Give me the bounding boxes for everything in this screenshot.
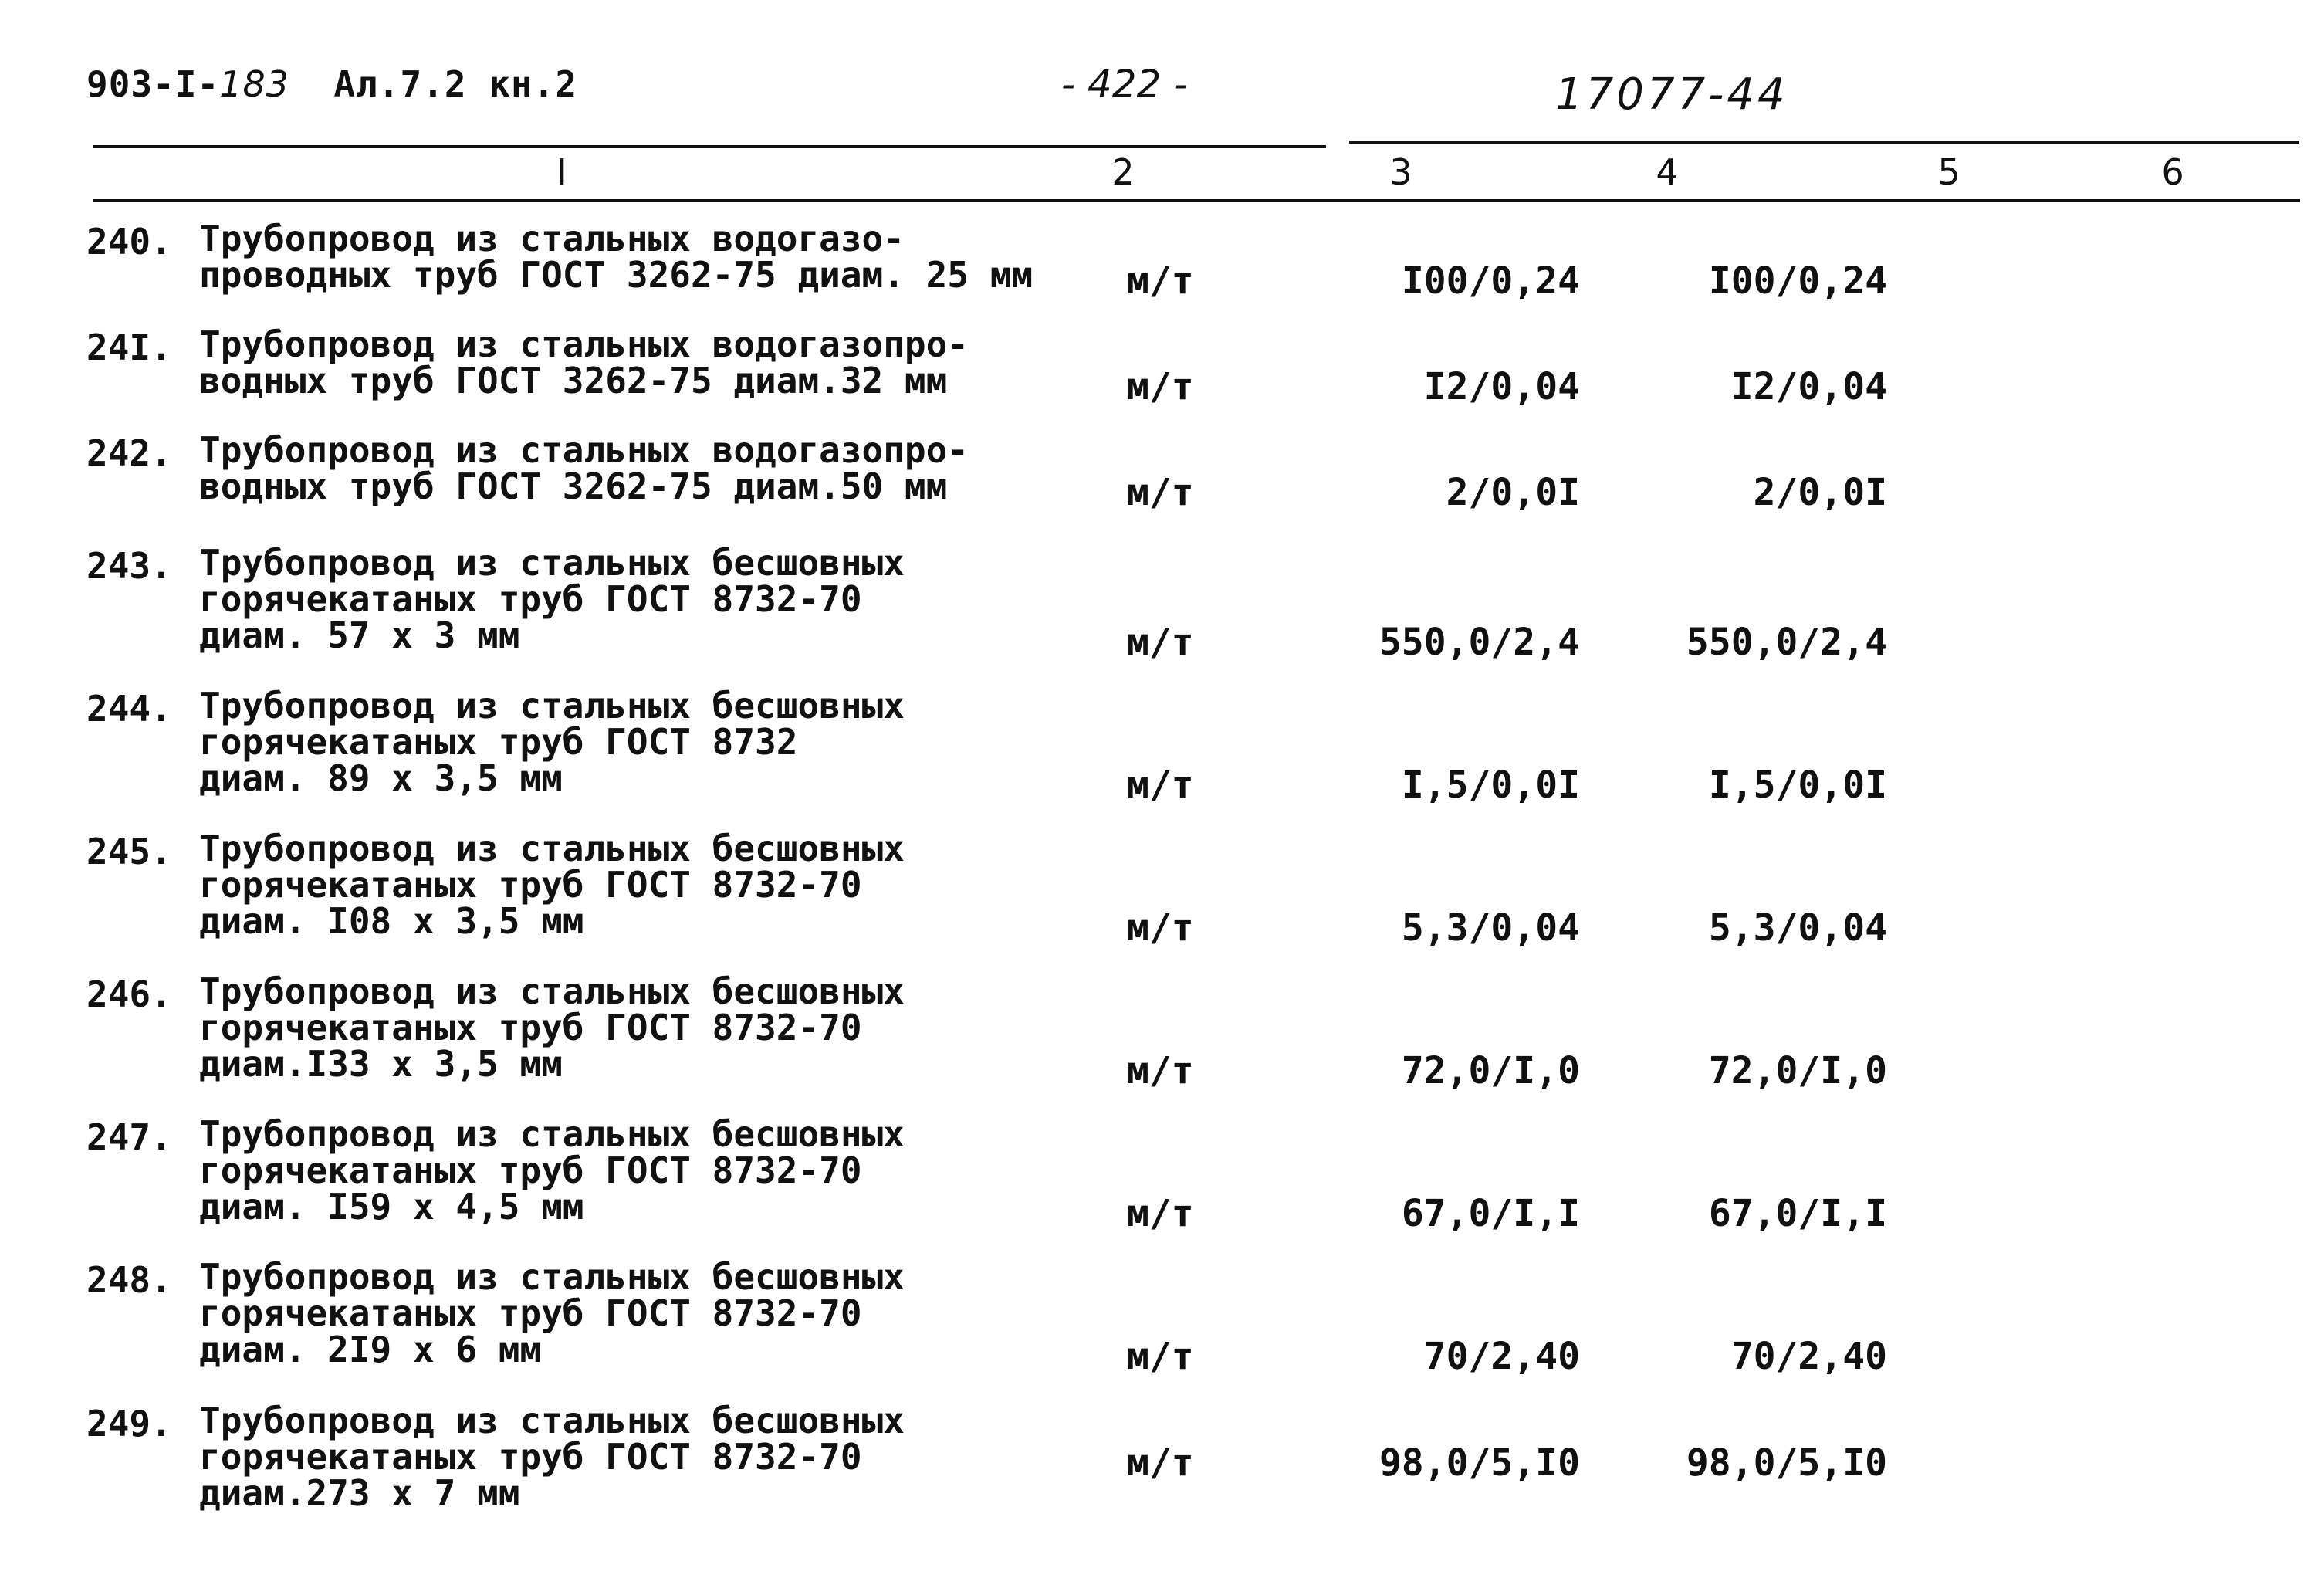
document-code-prefix: 903-I- — [86, 63, 220, 105]
row-description-line: горячекатаных труб ГОСТ 8732-70 — [199, 1150, 862, 1191]
row-value-col3: 67,0/I,I — [1401, 1192, 1580, 1235]
row-number: 246. — [86, 974, 172, 1015]
column-header-3: 3 — [1389, 151, 1412, 193]
row-value-col4: I2/0,04 — [1730, 365, 1887, 408]
row-description-line: Трубопровод из стальных бесшовных — [199, 970, 905, 1012]
row-value-col4: 72,0/I,0 — [1708, 1049, 1887, 1092]
row-value-col4: 2/0,0I — [1753, 471, 1887, 514]
row-description-line: водных труб ГОСТ 3262-75 диам.50 мм — [199, 466, 948, 507]
row-description — [199, 685, 1164, 799]
row-value-col4: 550,0/2,4 — [1686, 621, 1887, 664]
row-description-line: диам. 89 х 3,5 мм — [199, 757, 563, 799]
row-number: 240. — [86, 221, 172, 262]
row-unit: м/т — [1127, 471, 1194, 514]
row-unit: м/т — [1127, 1335, 1194, 1378]
row-number: 247. — [86, 1116, 172, 1158]
row-description — [199, 542, 1164, 656]
document-code-handwritten: 183 — [219, 63, 289, 105]
row-value-col4: 70/2,40 — [1730, 1335, 1887, 1378]
row-unit: м/т — [1127, 1192, 1194, 1235]
row-description-line: водных труб ГОСТ 3262-75 диам.32 мм — [199, 360, 948, 401]
row-description-line: диам. 2I9 х 6 мм — [199, 1329, 542, 1370]
row-description-line: проводных труб ГОСТ 3262-75 диам. 25 мм — [199, 254, 1033, 296]
column-header-1: I — [556, 151, 567, 193]
row-description-line: Трубопровод из стальных водогазопро- — [199, 429, 969, 471]
row-number: 245. — [86, 831, 172, 872]
row-value-col3: 98,0/5,I0 — [1379, 1441, 1580, 1485]
row-description-line: горячекатаных труб ГОСТ 8732-70 — [199, 578, 862, 620]
row-value-col3: 72,0/I,0 — [1401, 1049, 1580, 1092]
row-description — [199, 1400, 1164, 1514]
row-description-line: горячекатаных труб ГОСТ 8732-70 — [199, 1007, 862, 1048]
row-description-line: Трубопровод из стальных водогазопро- — [199, 323, 969, 365]
row-number: 24I. — [86, 327, 172, 368]
row-unit: м/т — [1127, 764, 1194, 807]
row-unit: м/т — [1127, 1049, 1194, 1092]
row-value-col3: 2/0,0I — [1446, 471, 1580, 514]
row-description-line: горячекатаных труб ГОСТ 8732-70 — [199, 864, 862, 906]
row-value-col3: 550,0/2,4 — [1379, 621, 1580, 664]
document-code-suffix: Ал.7.2 кн.2 — [333, 63, 578, 105]
row-description — [199, 970, 1164, 1085]
row-value-col3: I2/0,04 — [1423, 365, 1580, 408]
header-rule-left — [93, 145, 1326, 148]
row-value-col4: 5,3/0,04 — [1708, 906, 1887, 950]
row-number: 242. — [86, 432, 172, 474]
row-description-line: Трубопровод из стальных бесшовных — [199, 1400, 905, 1441]
row-description — [199, 323, 1164, 401]
row-value-col4: I,5/0,0I — [1708, 764, 1887, 807]
row-value-col3: I00/0,24 — [1401, 259, 1580, 303]
row-description-line: диам.I33 х 3,5 мм — [199, 1043, 563, 1085]
row-description-line: диам. I08 х 3,5 мм — [199, 900, 584, 942]
document-code — [86, 63, 577, 105]
row-description — [199, 1113, 1164, 1228]
row-unit: м/т — [1127, 259, 1194, 303]
row-value-col4: 67,0/I,I — [1708, 1192, 1887, 1235]
document-number: 17077-44 — [1555, 69, 1788, 120]
row-unit: м/т — [1127, 906, 1194, 950]
row-value-col4: I00/0,24 — [1708, 259, 1887, 303]
row-description-line: Трубопровод из стальных бесшовных — [199, 1113, 905, 1155]
column-header-rule — [93, 199, 2300, 202]
page-number: - 422 - — [1061, 62, 1188, 107]
row-description-line: Трубопровод из стальных бесшовных — [199, 685, 905, 726]
row-unit: м/т — [1127, 1441, 1194, 1485]
row-unit: м/т — [1127, 365, 1194, 408]
column-header-5: 5 — [1937, 151, 1960, 193]
header-rule-right — [1349, 141, 2299, 144]
row-value-col3: I,5/0,0I — [1401, 764, 1580, 807]
row-number: 243. — [86, 545, 172, 587]
row-description-line: Трубопровод из стальных бесшовных — [199, 828, 905, 869]
row-description-line: горячекатаных труб ГОСТ 8732-70 — [199, 1436, 862, 1478]
row-description-line: горячекатаных труб ГОСТ 8732 — [199, 721, 798, 763]
column-header-2: 2 — [1111, 151, 1135, 193]
column-header-6: 6 — [2161, 151, 2184, 193]
row-description — [199, 429, 1164, 507]
row-description-line: диам. 57 х 3 мм — [199, 615, 520, 656]
row-description — [199, 828, 1164, 942]
row-number: 248. — [86, 1259, 172, 1301]
row-value-col3: 5,3/0,04 — [1401, 906, 1580, 950]
row-description-line: горячекатаных труб ГОСТ 8732-70 — [199, 1292, 862, 1334]
row-number: 249. — [86, 1403, 172, 1444]
row-description-line: диам. I59 х 4,5 мм — [199, 1186, 584, 1228]
row-number: 244. — [86, 688, 172, 730]
column-header-4: 4 — [1656, 151, 1679, 193]
row-value-col4: 98,0/5,I0 — [1686, 1441, 1887, 1485]
row-description-line: Трубопровод из стальных бесшовных — [199, 542, 905, 584]
row-unit: м/т — [1127, 621, 1194, 664]
row-description — [199, 1256, 1164, 1370]
row-value-col3: 70/2,40 — [1423, 1335, 1580, 1378]
row-description-line: Трубопровод из стальных водогазо- — [199, 218, 905, 259]
row-description — [199, 218, 1164, 296]
row-description-line: Трубопровод из стальных бесшовных — [199, 1256, 905, 1298]
row-description-line: диам.273 х 7 мм — [199, 1472, 520, 1514]
